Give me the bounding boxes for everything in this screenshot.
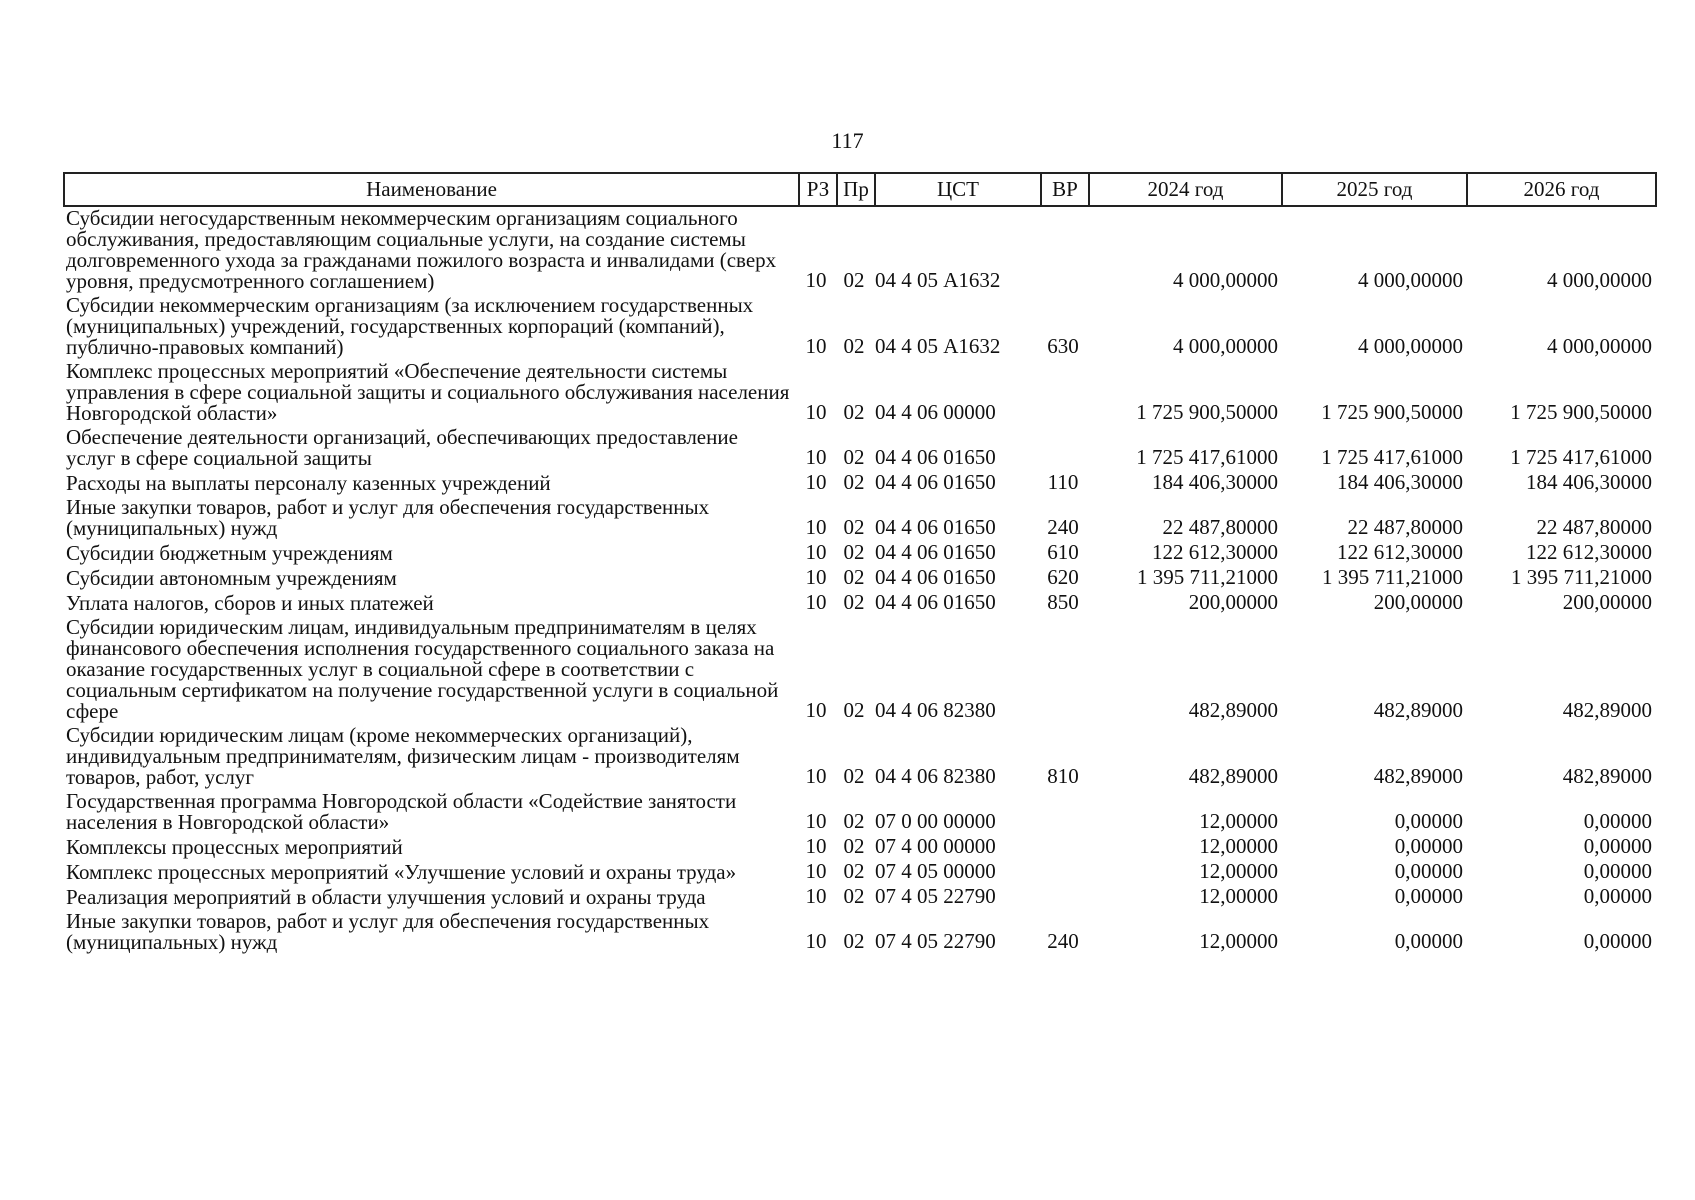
cell-rz: 10	[805, 764, 827, 788]
cell-rz: 10	[805, 590, 827, 614]
cell-y2026: 0,00000	[1583, 929, 1652, 953]
cell-y2025: 482,89000	[1373, 764, 1463, 788]
cell-cst: 07 4 05 00000	[875, 859, 996, 883]
cell-cst: 07 4 00 00000	[875, 834, 996, 858]
cell-rz: 10	[805, 565, 827, 589]
cell-pr: 02	[843, 445, 865, 469]
header-vr: ВР	[1041, 173, 1089, 206]
cell-name: Субсидии негосударственным некоммерческим организациям социального обслуживания, предоставляющим социальные услуги, на создание системы долговременного ухода за гражданами пожилого возраста и инвалидами (сверх уровня, предусмотренного соглашением)	[66, 206, 777, 293]
cell-y2025: 22 487,80000	[1347, 515, 1463, 539]
cell-rz: 10	[805, 859, 827, 883]
cell-y2024: 122 612,30000	[1152, 540, 1278, 564]
cell-vr	[1041, 790, 1089, 835]
cell-y2026: 482,89000	[1562, 764, 1652, 788]
table-row	[64, 294, 1656, 360]
cell-rz: 10	[805, 698, 827, 722]
cell-y2026: 0,00000	[1583, 834, 1652, 858]
cell-cst: 04 4 06 00000	[875, 400, 996, 424]
cell-y2024: 12,00000	[1199, 834, 1278, 858]
header-cst: ЦСТ	[875, 173, 1041, 206]
cell-vr	[1041, 860, 1089, 885]
cell-pr: 02	[843, 268, 865, 292]
table-row	[64, 835, 1656, 860]
cell-y2026: 1 725 900,50000	[1510, 400, 1652, 424]
cell-cst: 04 4 06 01650	[875, 565, 996, 589]
cell-cst: 07 4 05 22790	[875, 884, 996, 908]
cell-y2025: 0,00000	[1394, 884, 1463, 908]
cell-y2026: 0,00000	[1583, 859, 1652, 883]
cell-pr: 02	[843, 809, 865, 833]
header-pr: Пр	[837, 173, 875, 206]
cell-y2025: 4 000,00000	[1358, 268, 1463, 292]
header-row	[64, 173, 1656, 206]
table-row	[64, 860, 1656, 885]
cell-name: Расходы на выплаты персоналу казенных учреждений	[66, 471, 551, 495]
cell-cst: 04 4 06 01650	[875, 470, 996, 494]
cell-y2024: 482,89000	[1188, 698, 1278, 722]
table-row	[64, 616, 1656, 724]
cell-rz: 10	[805, 929, 827, 953]
cell-y2024: 1 395 711,21000	[1137, 565, 1278, 589]
cell-rz: 10	[805, 400, 827, 424]
table-row	[64, 426, 1656, 471]
cell-name: Реализация мероприятий в области улучшения условий и охраны труда	[66, 885, 706, 909]
cell-rz: 10	[805, 334, 827, 358]
cell-y2025: 0,00000	[1394, 809, 1463, 833]
cell-y2024: 12,00000	[1199, 859, 1278, 883]
cell-name: Обеспечение деятельности организаций, обеспечивающих предоставление услуг в сфере социальной защиты	[66, 425, 738, 470]
cell-name: Государственная программа Новгородской области «Содействие занятости населения в Новгородской области»	[66, 789, 737, 834]
cell-y2025: 122 612,30000	[1337, 540, 1463, 564]
cell-pr: 02	[843, 929, 865, 953]
cell-y2024: 1 725 900,50000	[1136, 400, 1278, 424]
cell-y2025: 482,89000	[1373, 698, 1463, 722]
cell-y2025: 0,00000	[1394, 859, 1463, 883]
cell-y2024: 22 487,80000	[1162, 515, 1278, 539]
table-row	[64, 910, 1656, 955]
cell-y2026: 0,00000	[1583, 809, 1652, 833]
cell-pr: 02	[843, 515, 865, 539]
cell-name: Субсидии бюджетным учреждениям	[66, 541, 393, 565]
cell-vr: 240	[1047, 515, 1079, 539]
table-body	[64, 206, 1656, 955]
cell-vr: 110	[1047, 470, 1079, 494]
table-row	[64, 360, 1656, 426]
cell-name: Комплексы процессных мероприятий	[66, 835, 403, 859]
cell-y2024: 1 725 417,61000	[1136, 445, 1278, 469]
page-number: 117	[831, 128, 864, 153]
header-2025: 2025 год	[1282, 173, 1467, 206]
cell-rz: 10	[805, 268, 827, 292]
table-row	[64, 724, 1656, 790]
cell-cst: 04 4 06 82380	[875, 764, 996, 788]
table-header	[64, 173, 1656, 206]
cell-name: Субсидии юридическим лицам (кроме некоммерческих организаций), индивидуальным предпринимателям, физическим лицам - производителям товаров, работ, услуг	[66, 723, 740, 789]
cell-vr: 610	[1047, 540, 1079, 564]
budget-table	[63, 172, 1657, 955]
table-row	[64, 790, 1656, 835]
cell-cst: 04 4 05 А1632	[875, 268, 1001, 292]
cell-pr: 02	[843, 834, 865, 858]
cell-cst: 04 4 06 01650	[875, 590, 996, 614]
cell-rz: 10	[805, 515, 827, 539]
table-row	[64, 541, 1656, 566]
cell-y2024: 200,00000	[1188, 590, 1278, 614]
cell-rz: 10	[805, 470, 827, 494]
cell-vr	[1041, 616, 1089, 724]
cell-cst: 04 4 06 01650	[875, 540, 996, 564]
cell-y2024: 12,00000	[1199, 929, 1278, 953]
cell-pr: 02	[843, 565, 865, 589]
cell-cst: 07 0 00 00000	[875, 809, 996, 833]
cell-name: Субсидии юридическим лицам, индивидуальным предпринимателям в целях финансового обеспечения исполнения государственного социального заказа на оказание государственных услуг в социальной сфере в соответствии с социальным сертификатом на получение государственной услуги в социальной сфере	[66, 615, 779, 723]
cell-y2024: 12,00000	[1199, 809, 1278, 833]
cell-y2025: 0,00000	[1394, 929, 1463, 953]
cell-y2024: 12,00000	[1199, 884, 1278, 908]
cell-vr: 630	[1047, 334, 1079, 358]
cell-name: Комплекс процессных мероприятий «Обеспечение деятельности системы управления в сфере социальной защиты и социального обслуживания населения Новгородской области»	[66, 359, 790, 425]
table-row	[64, 591, 1656, 616]
cell-pr: 02	[843, 859, 865, 883]
cell-vr	[1041, 835, 1089, 860]
cell-vr	[1041, 885, 1089, 910]
table-row	[64, 885, 1656, 910]
cell-cst: 04 4 06 82380	[875, 698, 996, 722]
cell-vr: 620	[1047, 565, 1079, 589]
cell-y2025: 184 406,30000	[1337, 470, 1463, 494]
table-row	[64, 206, 1656, 294]
cell-vr: 850	[1047, 590, 1079, 614]
cell-pr: 02	[843, 764, 865, 788]
cell-y2026: 122 612,30000	[1526, 540, 1652, 564]
cell-y2025: 0,00000	[1394, 834, 1463, 858]
cell-y2026: 200,00000	[1562, 590, 1652, 614]
cell-y2024: 184 406,30000	[1152, 470, 1278, 494]
table-row	[64, 566, 1656, 591]
cell-y2026: 482,89000	[1562, 698, 1652, 722]
cell-vr: 240	[1047, 929, 1079, 953]
cell-cst: 04 4 05 А1632	[875, 334, 1001, 358]
cell-y2024: 4 000,00000	[1173, 334, 1278, 358]
cell-y2024: 482,89000	[1188, 764, 1278, 788]
cell-y2026: 1 395 711,21000	[1511, 565, 1652, 589]
cell-pr: 02	[843, 698, 865, 722]
cell-y2024: 4 000,00000	[1173, 268, 1278, 292]
cell-rz: 10	[805, 809, 827, 833]
header-2024: 2024 год	[1089, 173, 1282, 206]
cell-y2026: 1 725 417,61000	[1510, 445, 1652, 469]
cell-name: Иные закупки товаров, работ и услуг для обеспечения государственных (муниципальных) нужд	[66, 909, 710, 954]
cell-cst: 04 4 06 01650	[875, 515, 996, 539]
table-row	[64, 471, 1656, 496]
cell-y2025: 1 725 900,50000	[1321, 400, 1463, 424]
cell-pr: 02	[843, 334, 865, 358]
table-row	[64, 496, 1656, 541]
header-2026: 2026 год	[1467, 173, 1656, 206]
cell-pr: 02	[843, 540, 865, 564]
cell-vr	[1041, 206, 1089, 294]
cell-vr: 810	[1047, 764, 1079, 788]
header-name: Наименование	[64, 173, 799, 206]
cell-pr: 02	[843, 470, 865, 494]
cell-y2026: 0,00000	[1583, 884, 1652, 908]
cell-cst: 07 4 05 22790	[875, 929, 996, 953]
cell-rz: 10	[805, 445, 827, 469]
cell-y2025: 200,00000	[1373, 590, 1463, 614]
cell-rz: 10	[805, 884, 827, 908]
cell-y2026: 4 000,00000	[1547, 334, 1652, 358]
cell-y2025: 1 725 417,61000	[1321, 445, 1463, 469]
cell-name: Иные закупки товаров, работ и услуг для обеспечения государственных (муниципальных) нужд	[66, 495, 710, 540]
cell-y2026: 184 406,30000	[1526, 470, 1652, 494]
cell-name: Комплекс процессных мероприятий «Улучшение условий и охраны труда»	[66, 860, 737, 884]
cell-pr: 02	[843, 884, 865, 908]
cell-rz: 10	[805, 834, 827, 858]
cell-vr	[1041, 426, 1089, 471]
cell-y2026: 4 000,00000	[1547, 268, 1652, 292]
cell-name: Субсидии некоммерческим организациям (за исключением государственных (муниципальных) учреждений, государственных корпораций (компаний), публично-правовых компаний)	[66, 293, 754, 359]
cell-y2025: 4 000,00000	[1358, 334, 1463, 358]
cell-cst: 04 4 06 01650	[875, 445, 996, 469]
header-rz: РЗ	[799, 173, 837, 206]
cell-name: Уплата налогов, сборов и иных платежей	[66, 591, 434, 615]
cell-y2025: 1 395 711,21000	[1322, 565, 1463, 589]
cell-pr: 02	[843, 590, 865, 614]
cell-name: Субсидии автономным учреждениям	[66, 566, 397, 590]
cell-y2026: 22 487,80000	[1536, 515, 1652, 539]
cell-pr: 02	[843, 400, 865, 424]
cell-rz: 10	[805, 540, 827, 564]
cell-vr	[1041, 360, 1089, 426]
